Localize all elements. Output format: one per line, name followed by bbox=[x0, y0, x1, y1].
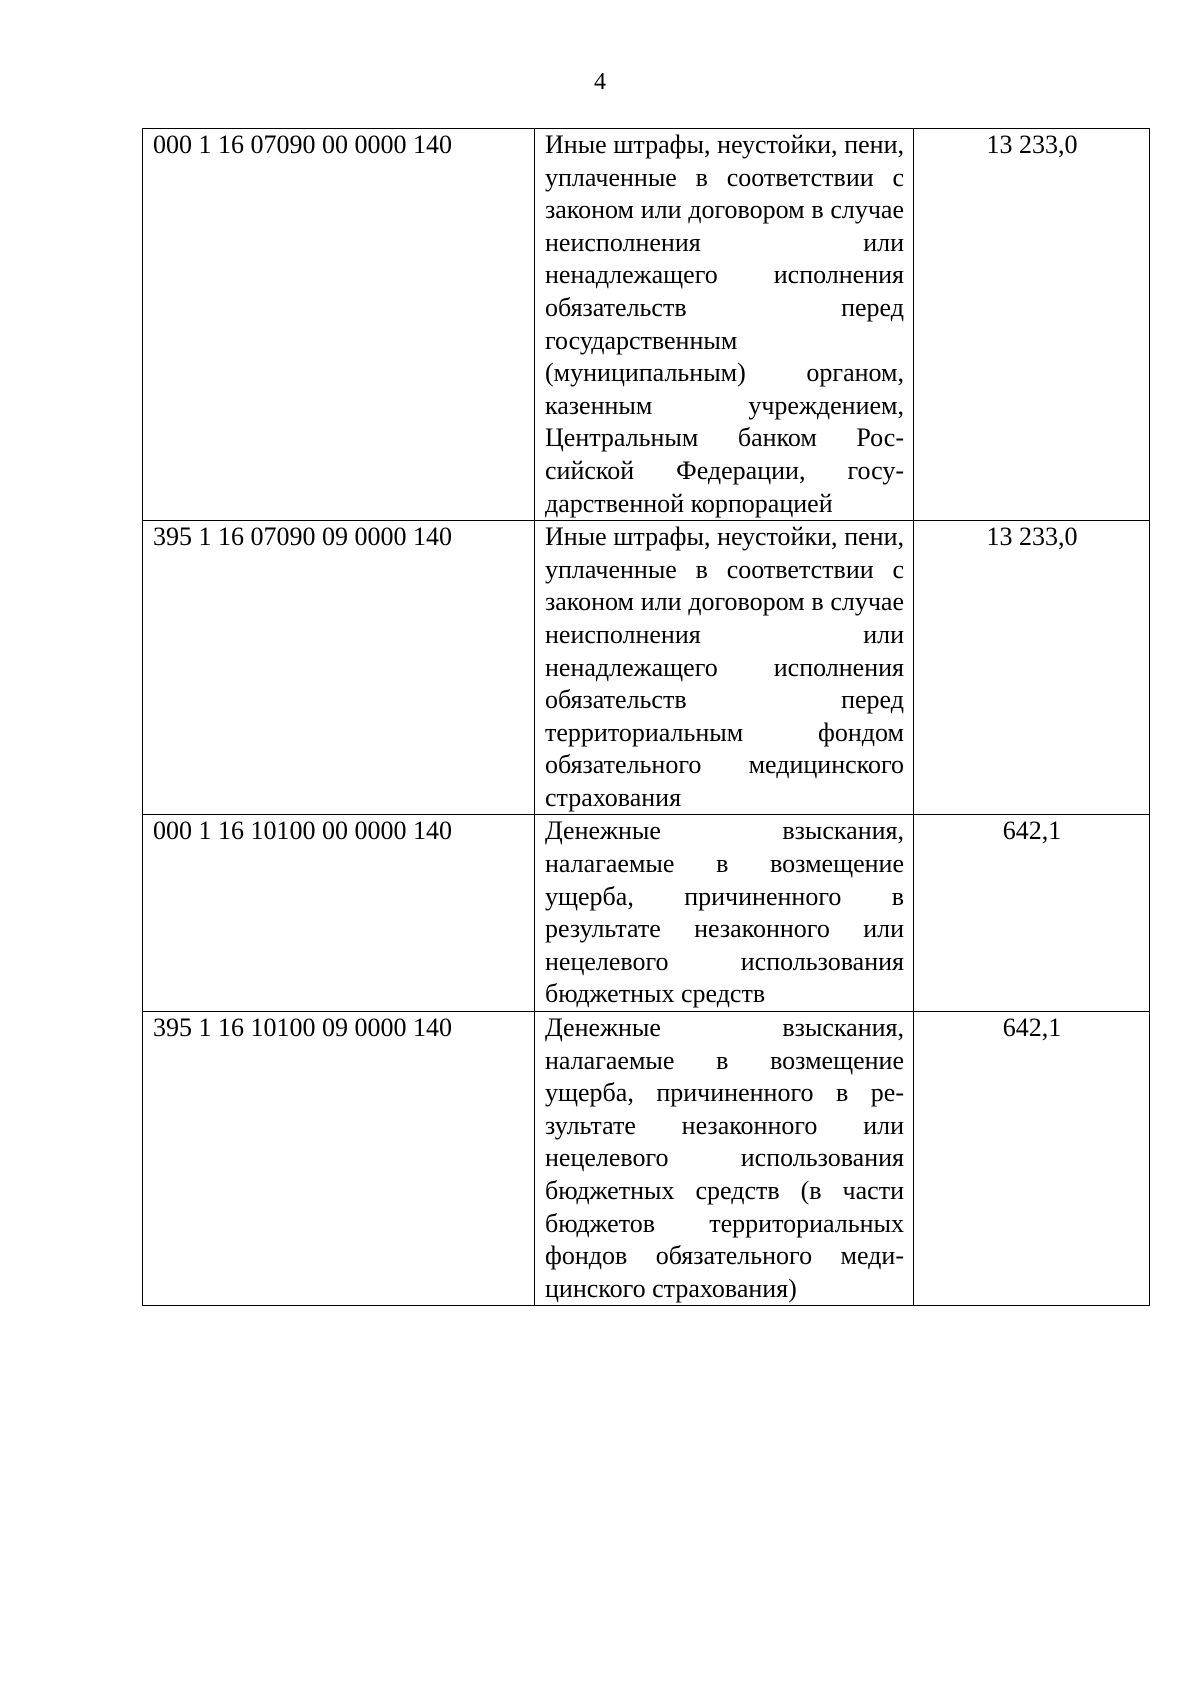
table-row bbox=[143, 1012, 1150, 1306]
description-cell: Денежные взыскания, налагаемые в возмещение ущерба, причиненного в результате незаконного или нецелевого использования бюджетных средств bbox=[535, 815, 914, 1012]
table-row bbox=[143, 129, 1150, 521]
budget-table bbox=[142, 128, 1150, 1306]
description-cell: Иные штрафы, неустойки, пени, уплаченные в соответствии с законом или договором в случае неисполнения или ненадлежащего исполнения обязательств перед государственным (муниципальным) органом, казенным учреждением, Центральным банком Российской Федерации, государственной корпорацией bbox=[535, 129, 914, 521]
description-cell: Иные штрафы, неустойки, пени, уплаченные в соответствии с законом или договором в случае неисполнения или ненадлежащего исполнения обязательств перед территориальным фондом обязательного медицинского страхования bbox=[535, 521, 914, 815]
amount-cell: 13 233,0 bbox=[914, 129, 1150, 521]
amount-cell: 642,1 bbox=[914, 1012, 1150, 1306]
table-row bbox=[143, 815, 1150, 1012]
description-cell: Денежные взыскания, налагаемые в возмещение ущерба, причиненного в результате незаконного или нецелевого использования бюджетных средств (в части бюджетов территориальных фондов обязательного медицинского страхования) bbox=[535, 1012, 914, 1306]
budget-code-cell: 395 1 16 07090 09 0000 140 bbox=[143, 521, 535, 815]
budget-code-cell: 000 1 16 07090 00 0000 140 bbox=[143, 129, 535, 521]
budget-code-cell: 395 1 16 10100 09 0000 140 bbox=[143, 1012, 535, 1306]
amount-cell: 642,1 bbox=[914, 815, 1150, 1012]
amount-cell: 13 233,0 bbox=[914, 521, 1150, 815]
page-number: 4 bbox=[594, 69, 606, 95]
budget-code-cell: 000 1 16 10100 00 0000 140 bbox=[143, 815, 535, 1012]
table-row bbox=[143, 521, 1150, 815]
